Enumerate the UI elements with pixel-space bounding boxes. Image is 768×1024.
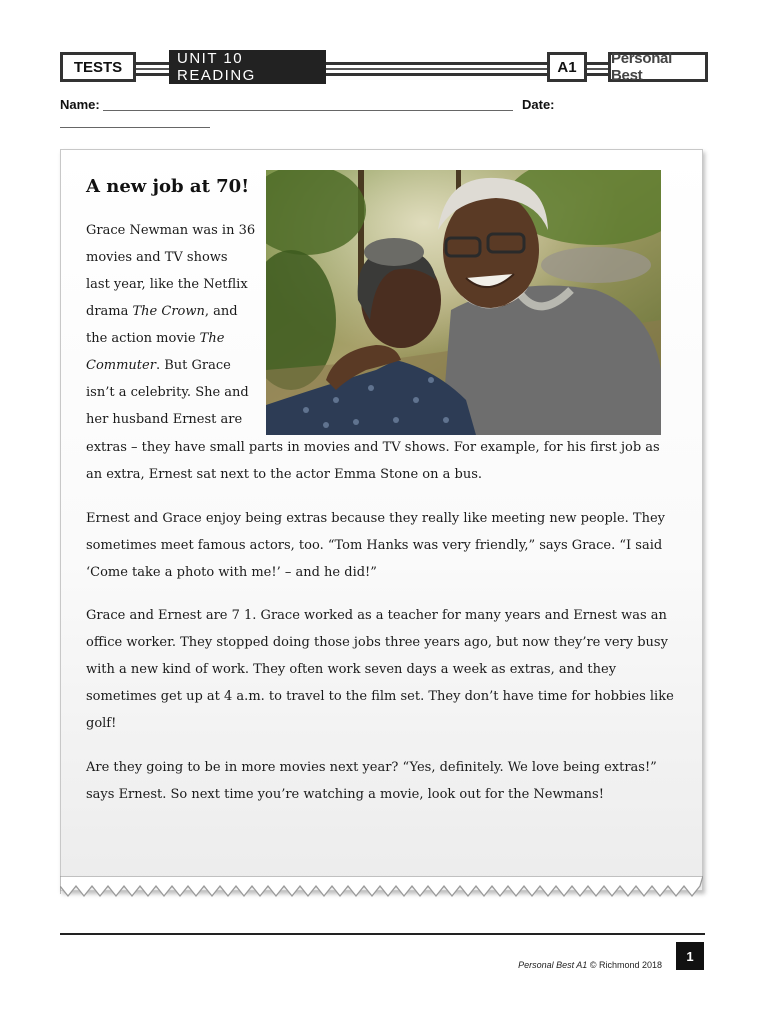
text-line bbox=[86, 298, 264, 325]
text-line: Grace and Ernest are 7 1. Grace worked as a teacher for many years and Ernest was an bbox=[86, 608, 667, 623]
book-title: Personal Best A1 bbox=[518, 960, 588, 970]
tests-label: TESTS bbox=[60, 52, 136, 82]
article-title: A new job at 70! bbox=[86, 176, 250, 197]
article-paragraph bbox=[86, 754, 686, 808]
copyright: © Richmond 2018 bbox=[587, 960, 662, 970]
text-line: last year, like the Netflix bbox=[86, 277, 248, 292]
date-field[interactable] bbox=[60, 127, 210, 128]
text-line: Ernest and Grace enjoy being extras because they really like meeting new people. They bbox=[86, 511, 666, 526]
text-line: office worker. They stopped doing those jobs three years ago, but now they’re very busy bbox=[86, 635, 668, 650]
title-italic: The Crown bbox=[132, 304, 205, 319]
level-badge: A1 bbox=[547, 52, 587, 82]
couple-selfie-photo bbox=[266, 170, 661, 435]
text-line: an extra, Ernest sat next to the actor Emma Stone on a bus. bbox=[86, 467, 482, 482]
text-line: golf! bbox=[86, 716, 117, 731]
article-paragraph-continued bbox=[86, 434, 686, 488]
brand-logo: Personal Best bbox=[608, 52, 708, 82]
title-italic: Commuter bbox=[86, 358, 156, 373]
text-run: the action movie bbox=[86, 331, 200, 346]
article-paragraph bbox=[86, 602, 686, 737]
text-line: extras – they have small parts in movies and TV shows. For example, for his first job as bbox=[86, 440, 660, 455]
unit-title: UNIT 10 READING bbox=[169, 50, 326, 84]
text-line: her husband Ernest are bbox=[86, 412, 243, 427]
text-line bbox=[86, 352, 264, 379]
date-label: Date: bbox=[522, 97, 555, 112]
footer-rule bbox=[60, 933, 705, 935]
name-field[interactable] bbox=[103, 110, 513, 111]
text-line: with a new kind of work. They often work seven days a week as extras, and they bbox=[86, 662, 617, 677]
text-line: sometimes meet famous actors, too. “Tom Hanks was very friendly,” says Grace. “I said bbox=[86, 538, 663, 553]
text-line: Grace Newman was in 36 bbox=[86, 223, 256, 238]
text-run: , and bbox=[204, 304, 238, 319]
text-line: Are they going to be in more movies next year? “Yes, definitely. We love being extras!” bbox=[86, 760, 657, 775]
text-line: says Ernest. So next time you’re watching a movie, look out for the Newmans! bbox=[86, 787, 604, 802]
text-line: ‘Come take a photo with me!’ – and he did!” bbox=[86, 565, 377, 580]
footer-credit bbox=[518, 960, 662, 970]
text-line: movies and TV shows bbox=[86, 250, 228, 265]
text-run: drama bbox=[86, 304, 133, 319]
text-line: sometimes get up at 4 a.m. to travel to the film set. They don’t have time for hobbies like bbox=[86, 689, 674, 704]
torn-edge bbox=[60, 876, 703, 906]
article-paragraph bbox=[86, 217, 264, 433]
name-label: Name: bbox=[60, 97, 100, 112]
article-paragraph bbox=[86, 505, 686, 586]
page-number: 1 bbox=[676, 942, 704, 970]
title-italic: The bbox=[199, 331, 225, 346]
text-line: isn’t a celebrity. She and bbox=[86, 385, 249, 400]
text-run: . But Grace bbox=[155, 358, 231, 373]
text-line bbox=[86, 325, 264, 352]
